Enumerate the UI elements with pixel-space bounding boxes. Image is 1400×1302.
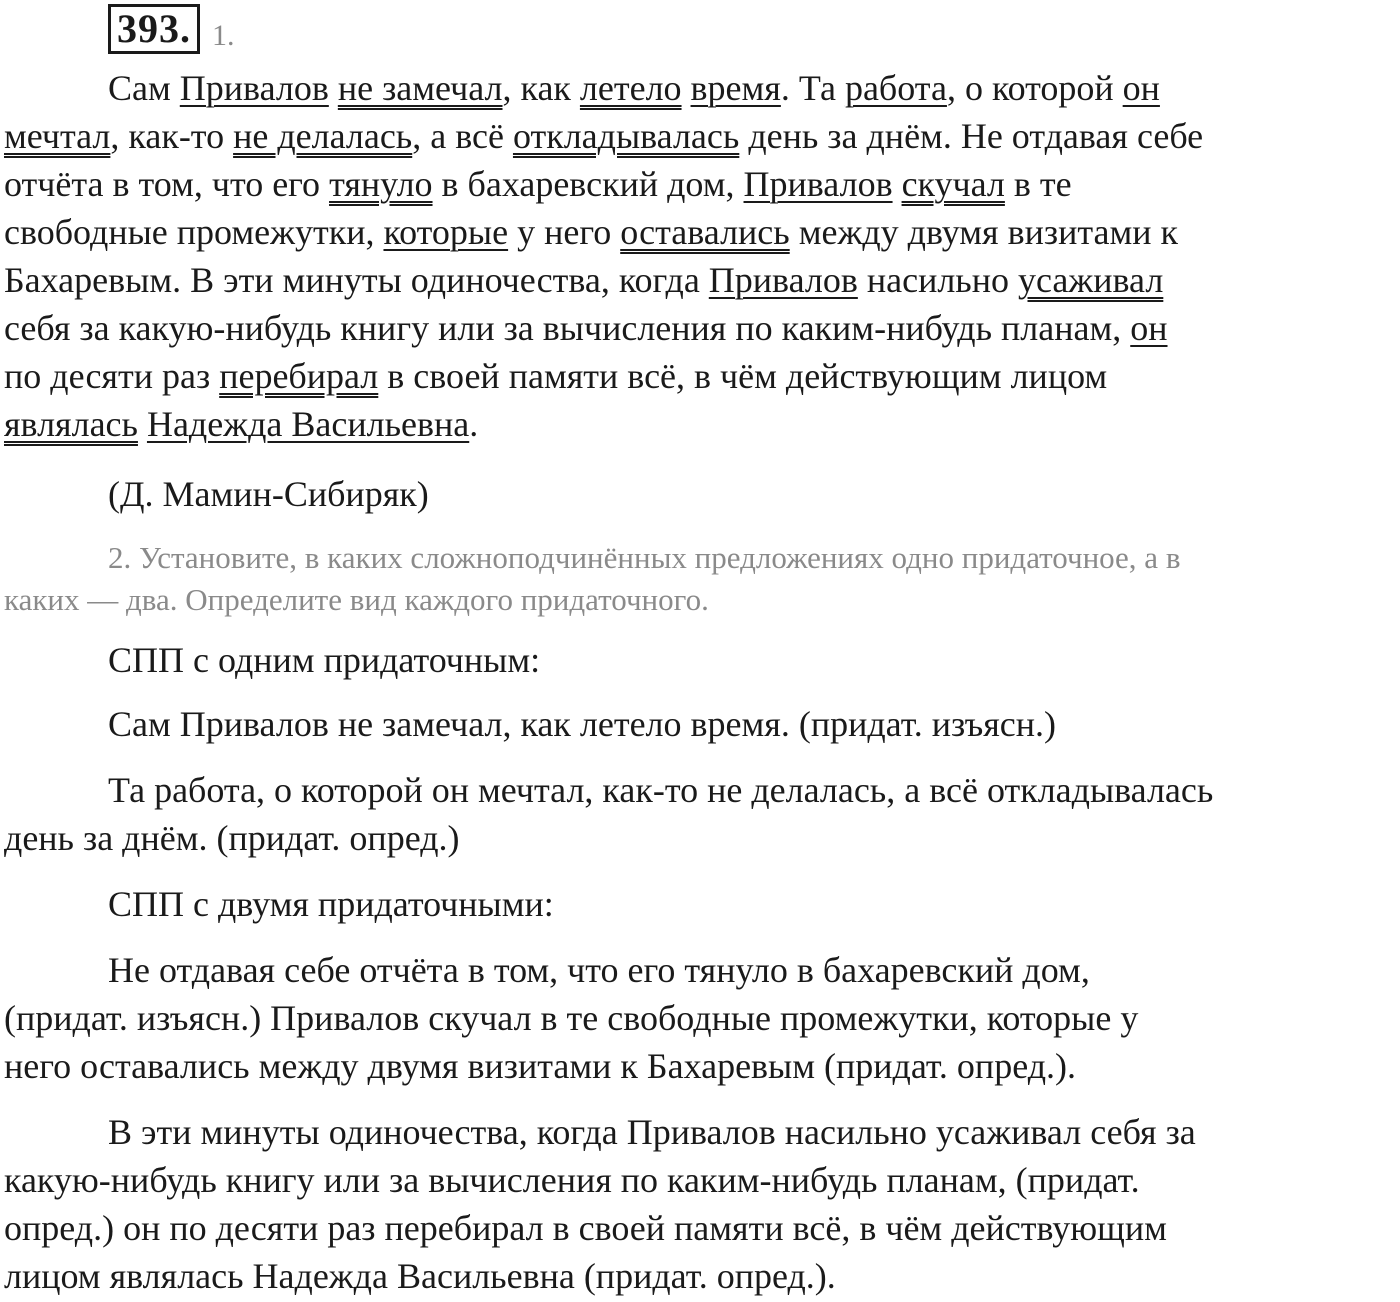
subtask-number: 1.: [212, 19, 235, 52]
exercise-line: [4, 210, 1178, 254]
text-segment: Бахаревым. В эти минуты одиночества, когда: [4, 260, 709, 300]
text-segment: Сам: [108, 68, 180, 108]
text-segment: себя за какую-нибудь книгу или за вычисления по каким-нибудь планам,: [4, 308, 1131, 348]
answer-sentence: Та работа, о которой он мечтал, как-то не делалась, а всё откладывалась: [108, 770, 1214, 810]
predicate-underline: не делалась: [233, 116, 413, 156]
task2-line: каких — два. Определите вид каждого придаточного.: [4, 582, 709, 617]
text-segment: у него: [508, 212, 621, 252]
predicate-underline: перебирал: [219, 356, 379, 396]
predicate-underline: откладывалась: [512, 116, 740, 156]
subject-underline: Надежда Васильевна: [146, 404, 470, 444]
answer-sentence: Не отдавая себе отчёта в том, что его тянуло в бахаревский дом,: [108, 950, 1090, 990]
subject-underline: которые: [383, 212, 509, 252]
subject-underline: Привалов: [179, 68, 329, 108]
exercise-line: [4, 114, 1203, 158]
text-segment: , как: [502, 68, 580, 108]
one-clause-heading: СПП с одним придаточным:: [108, 640, 541, 680]
predicate-underline: летело: [579, 68, 682, 108]
subject-underline: он: [1130, 308, 1168, 348]
answer-sentence: лицом являлась Надежда Васильевна (придат. опред.).: [4, 1256, 836, 1296]
predicate-underline: являлась: [4, 404, 138, 444]
text-segment: , как-то: [110, 116, 234, 156]
text-segment: отчёта в том, что его: [4, 164, 330, 204]
task2-line: 2. Установите, в каких сложноподчинённых предложениях одно придаточное, а в: [108, 540, 1181, 575]
predicate-underline: скучал: [901, 164, 1005, 204]
predicate-underline: тянуло: [329, 164, 433, 204]
text-segment: [329, 68, 338, 108]
exercise-line: [4, 306, 1168, 350]
answer-sentence: Сам Привалов не замечал, как летело время. (придат. изъясн.): [108, 704, 1057, 744]
exercise-line: [108, 66, 1160, 110]
author-attribution: (Д. Мамин-Сибиряк): [108, 474, 429, 514]
text-segment: . Та: [780, 68, 845, 108]
text-segment: .: [469, 404, 479, 444]
exercise-line: [4, 354, 1107, 398]
two-clause-heading: СПП с двумя придаточными:: [108, 884, 554, 924]
exercise-header: [108, 4, 235, 54]
exercise-line: [4, 258, 1163, 302]
text-segment: между двумя визитами к: [789, 212, 1179, 252]
text-segment: [893, 164, 902, 204]
answer-sentence: В эти минуты одиночества, когда Привалов насильно усаживал себя за: [108, 1112, 1196, 1152]
subject-underline: время: [690, 68, 781, 108]
text-segment: по десяти раз: [4, 356, 220, 396]
text-segment: насильно: [857, 260, 1018, 300]
exercise-number: 393.: [108, 4, 200, 54]
subject-underline: работа: [844, 68, 947, 108]
answer-sentence: него оставались между двумя визитами к Бахаревым (придат. опред.).: [4, 1046, 1077, 1086]
predicate-underline: оставались: [620, 212, 790, 252]
text-segment: день за днём. Не отдавая себе: [739, 116, 1204, 156]
text-segment: , о которой: [946, 68, 1123, 108]
text-segment: , а всё: [412, 116, 513, 156]
answer-sentence: какую-нибудь книгу или за вычисления по каким-нибудь планам, (придат.: [4, 1160, 1140, 1200]
answer-sentence: (придат. изъясн.) Привалов скучал в те свободные промежутки, которые у: [4, 998, 1139, 1038]
text-segment: в те: [1004, 164, 1072, 204]
predicate-underline: усаживал: [1017, 260, 1164, 300]
predicate-underline: не замечал: [337, 68, 503, 108]
exercise-line: [4, 402, 478, 446]
predicate-underline: мечтал: [4, 116, 111, 156]
exercise-line: [4, 162, 1072, 206]
subject-underline: Привалов: [708, 260, 858, 300]
text-segment: в своей памяти всё, в чём действующим лицом: [378, 356, 1108, 396]
answer-sentence: опред.) он по десяти раз перебирал в своей памяти всё, в чём действующим: [4, 1208, 1167, 1248]
text-segment: в бахаревский дом,: [432, 164, 744, 204]
subject-underline: он: [1122, 68, 1160, 108]
text-segment: [682, 68, 691, 108]
text-segment: свободные промежутки,: [4, 212, 384, 252]
subject-underline: Привалов: [743, 164, 893, 204]
text-segment: [138, 404, 147, 444]
answer-sentence: день за днём. (придат. опред.): [4, 818, 460, 858]
